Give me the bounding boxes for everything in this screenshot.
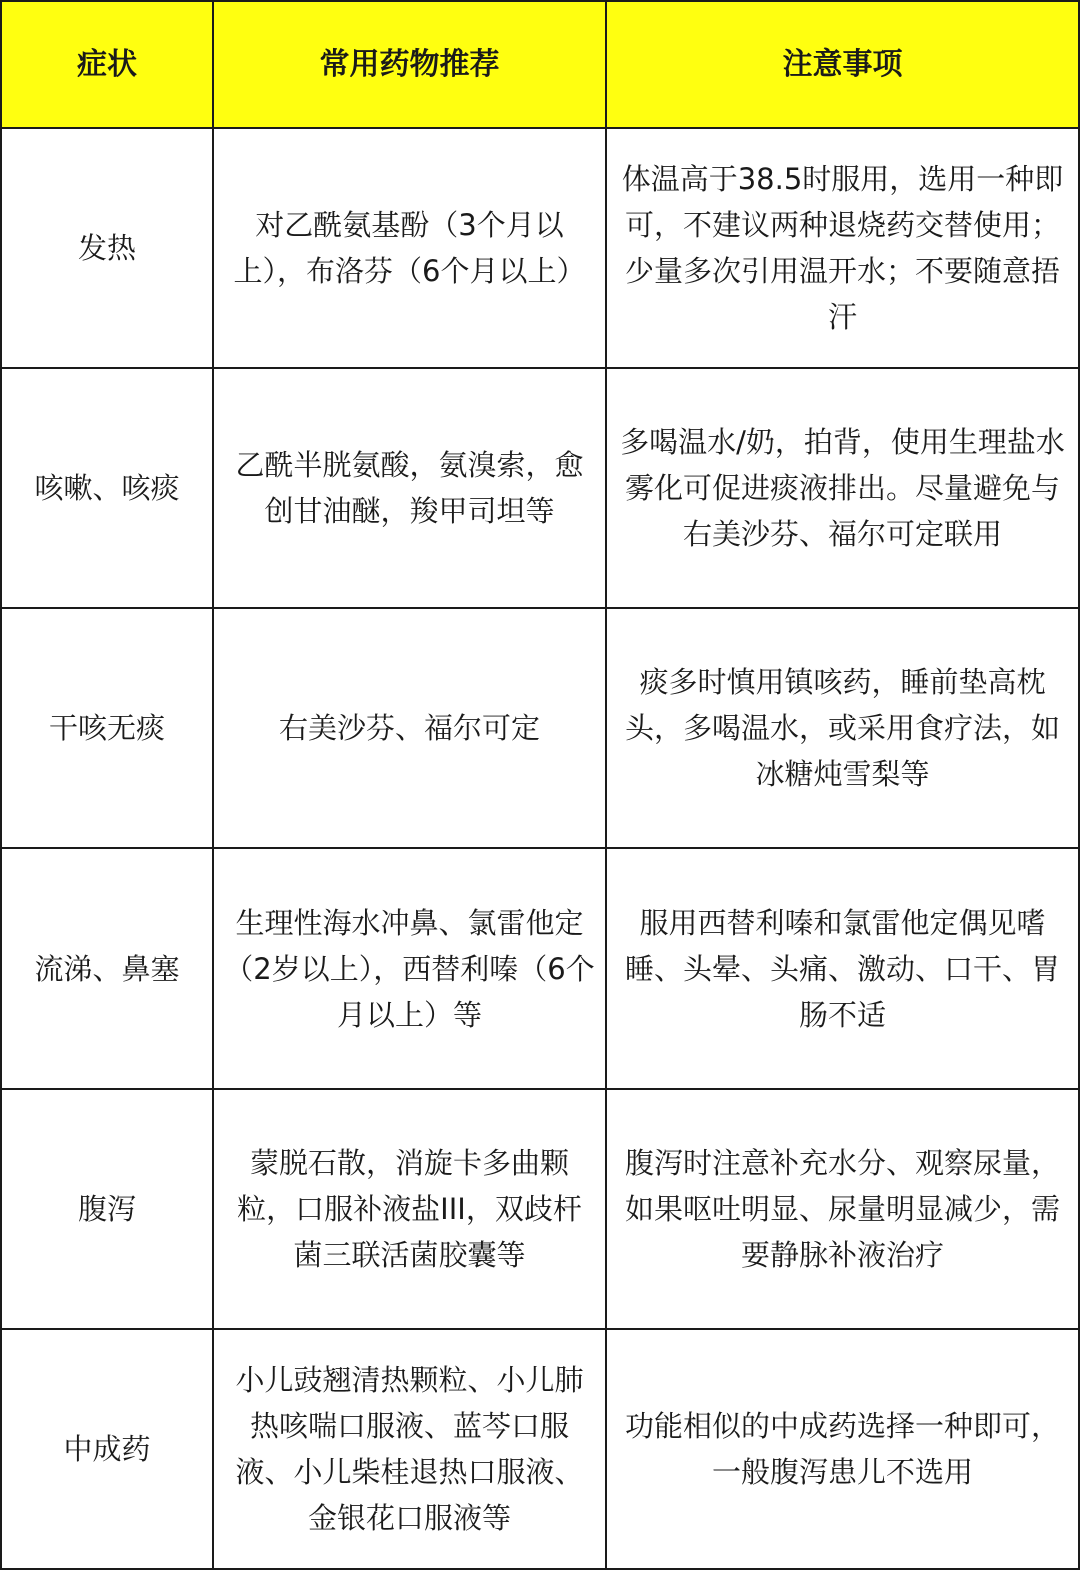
- medicine-cell: 小儿豉翘清热颗粒、小儿肺热咳喘口服液、蓝芩口服液、小儿柴桂退热口服液、金银花口服液等: [213, 1329, 606, 1569]
- header-notes: 注意事项: [606, 1, 1079, 128]
- notes-cell: 体温高于38.5时服用，选用一种即可，不建议两种退烧药交替使用；少量多次引用温开水；不要随意捂汗: [606, 128, 1079, 368]
- table-body: [1, 128, 1079, 1569]
- symptom-cell: 腹泻: [1, 1089, 213, 1329]
- symptom-cell: 咳嗽、咳痰: [1, 368, 213, 608]
- table-row: [1, 368, 1079, 608]
- header-medicine: 常用药物推荐: [213, 1, 606, 128]
- symptom-cell: 发热: [1, 128, 213, 368]
- notes-cell: 功能相似的中成药选择一种即可，一般腹泻患儿不选用: [606, 1329, 1079, 1569]
- table-row: [1, 1329, 1079, 1569]
- table-row: [1, 608, 1079, 848]
- notes-cell: 腹泻时注意补充水分、观察尿量，如果呕吐明显、尿量明显减少，需要静脉补液治疗: [606, 1089, 1079, 1329]
- medicine-cell: 乙酰半胱氨酸，氨溴索，愈创甘油醚，羧甲司坦等: [213, 368, 606, 608]
- notes-cell: 痰多时慎用镇咳药，睡前垫高枕头，多喝温水，或采用食疗法，如冰糖炖雪梨等: [606, 608, 1079, 848]
- header-symptom: 症状: [1, 1, 213, 128]
- notes-cell: 服用西替利嗪和氯雷他定偶见嗜睡、头晕、头痛、激动、口干、胃肠不适: [606, 848, 1079, 1088]
- table-row: [1, 128, 1079, 368]
- symptom-cell: 干咳无痰: [1, 608, 213, 848]
- header-row: [1, 1, 1079, 128]
- table-header: [1, 1, 1079, 128]
- notes-cell: 多喝温水/奶，拍背，使用生理盐水雾化可促进痰液排出。尽量避免与右美沙芬、福尔可定联用: [606, 368, 1079, 608]
- medicine-cell: 对乙酰氨基酚（3个月以上），布洛芬（6个月以上）: [213, 128, 606, 368]
- symptom-cell: 中成药: [1, 1329, 213, 1569]
- table-row: [1, 1089, 1079, 1329]
- medicine-cell: 蒙脱石散，消旋卡多曲颗粒，口服补液盐III，双歧杆菌三联活菌胶囊等: [213, 1089, 606, 1329]
- medicine-cell: 生理性海水冲鼻、氯雷他定（2岁以上），西替利嗪（6个月以上）等: [213, 848, 606, 1088]
- symptom-cell: 流涕、鼻塞: [1, 848, 213, 1088]
- medicine-cell: 右美沙芬、福尔可定: [213, 608, 606, 848]
- table-row: [1, 848, 1079, 1088]
